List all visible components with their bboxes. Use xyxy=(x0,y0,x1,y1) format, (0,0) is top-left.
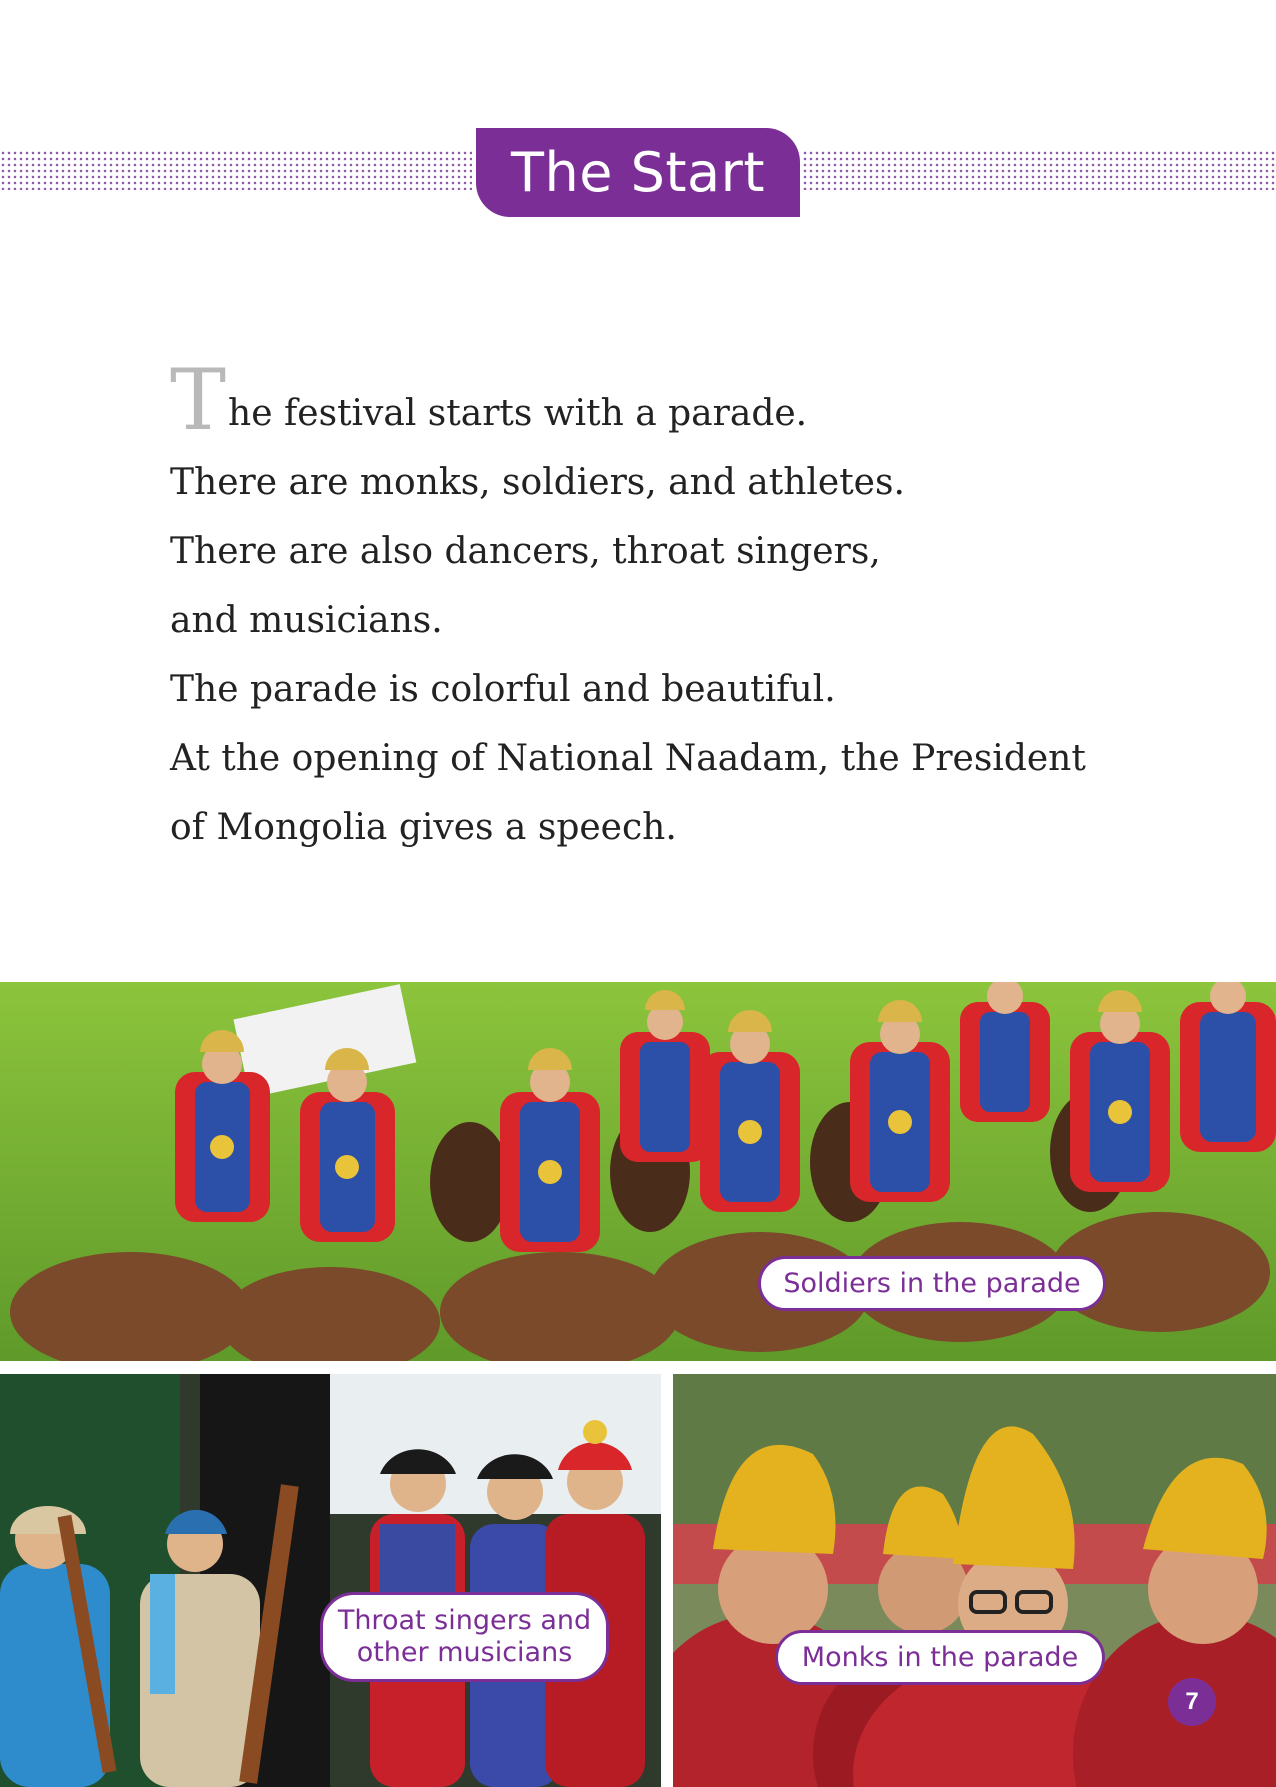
chapter-title-tab xyxy=(476,128,800,217)
musicians-caption xyxy=(320,1592,609,1682)
dotted-rule-left xyxy=(0,150,472,190)
page-number: 7 xyxy=(1185,1688,1199,1715)
page-number-badge xyxy=(1168,1678,1216,1726)
chapter-title: The Start xyxy=(510,141,765,204)
story-line-2: There are monks, soldiers, and athletes. xyxy=(170,462,905,503)
story-line-5: The parade is colorful and beautiful. xyxy=(170,669,836,710)
story-line-1: The festival starts with a parade. xyxy=(170,351,808,449)
story-line-3: There are also dancers, throat singers, xyxy=(170,531,881,572)
story-line-7: of Mongolia gives a speech. xyxy=(170,807,677,848)
story-line-6: At the opening of National Naadam, the President xyxy=(170,738,1086,779)
monks-caption xyxy=(775,1630,1105,1685)
musicians-caption-line-1: Throat singers and xyxy=(337,1605,592,1636)
story-line-4: and musicians. xyxy=(170,600,443,641)
musicians-caption-line-2: other musicians xyxy=(356,1637,573,1668)
dotted-rule-right xyxy=(802,150,1276,190)
monks-caption-text: Monks in the parade xyxy=(801,1641,1079,1673)
story-text xyxy=(170,351,1130,862)
musicians-photo xyxy=(0,1374,661,1787)
soldiers-caption-text: Soldiers in the parade xyxy=(783,1267,1081,1299)
soldiers-caption xyxy=(758,1256,1106,1311)
drop-cap: T xyxy=(170,351,227,449)
